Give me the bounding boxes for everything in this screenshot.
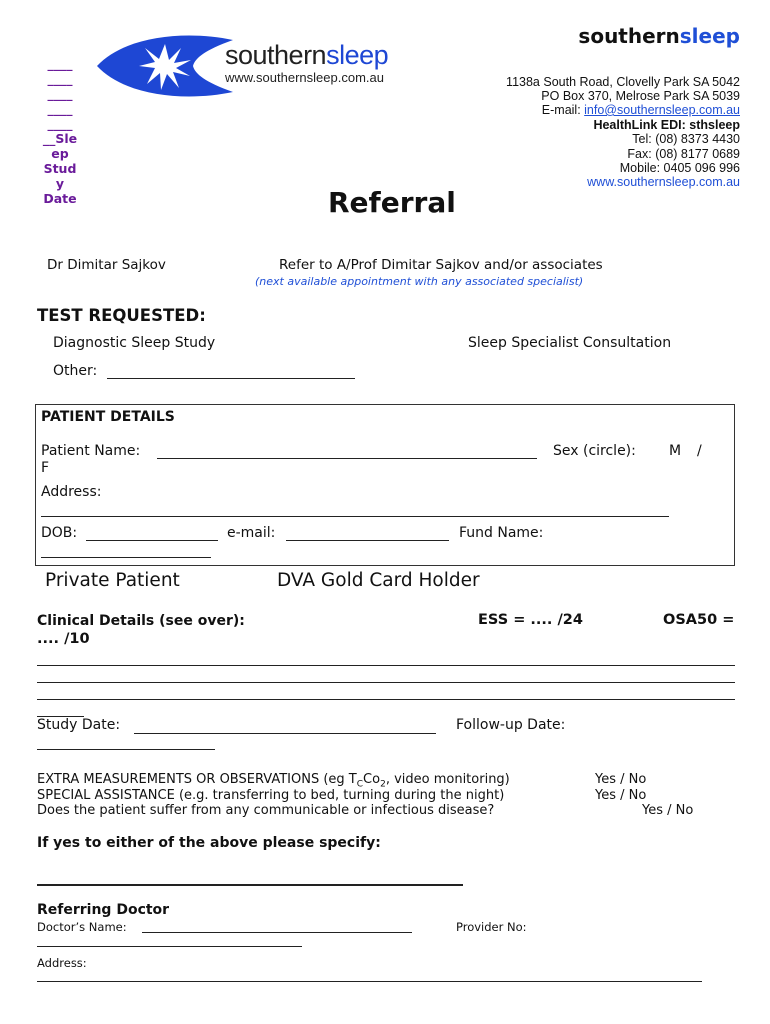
sidebar-dash: ____ (47, 116, 73, 131)
patient-details-box (35, 404, 735, 566)
followup-date-label: Follow-up Date: (456, 717, 566, 733)
refer-note: (next available appointment with any associated specialist) (255, 275, 584, 288)
doctor-name: Dr Dimitar Sajkov (47, 257, 166, 273)
sidebar-date-label: __Sle (42, 131, 78, 146)
private-patient-option[interactable]: Private Patient (45, 570, 180, 591)
fax-line: Fax: (08) 8177 0689 (627, 147, 740, 161)
extra-yes-no-2[interactable]: Yes / No (595, 788, 647, 803)
email-label: E-mail: (541, 103, 585, 117)
website-line (587, 175, 740, 189)
study-date-sidebar (40, 56, 80, 206)
osa50-score-cont: .... /10 (37, 631, 90, 647)
sex-separator: / (697, 443, 702, 459)
sex-option-m[interactable]: M (669, 443, 682, 459)
specify-label: If yes to either of the above please specify: (37, 835, 381, 851)
extra-yes-no-1[interactable]: Yes / No (595, 772, 647, 787)
sidebar-date-label: Stud (43, 161, 77, 176)
option-sleep-study[interactable]: Diagnostic Sleep Study (53, 335, 216, 351)
clinical-details-label: Clinical Details (see over): (37, 613, 245, 629)
address-field[interactable] (41, 516, 669, 517)
referring-address-label: Address: (37, 956, 87, 970)
logo-url: www.southernsleep.com.au (225, 70, 384, 85)
page-title: Referral (328, 186, 456, 219)
header-brand-part2: sleep (679, 24, 740, 48)
extra-sub-2: 2 (380, 779, 386, 790)
osa50-score: OSA50 = (663, 612, 735, 628)
communicable-disease: Does the patient suffer from any communicable or infectious disease? (37, 803, 495, 818)
address-line-2: PO Box 370, Melrose Park SA 5039 (541, 89, 740, 103)
sidebar-date-label: Date (43, 191, 77, 206)
extra-sub-c: C (356, 779, 364, 790)
clinical-line-2[interactable] (37, 682, 735, 683)
company-logo (95, 30, 425, 102)
patient-name-label: Patient Name: (41, 443, 141, 459)
sidebar-date-label: ep (51, 146, 69, 161)
eye-icon (95, 30, 235, 102)
option-specialist-consultation[interactable]: Sleep Specialist Consultation (468, 335, 672, 351)
sidebar-dash: ____ (47, 101, 73, 116)
extra-yes-no-3[interactable]: Yes / No (642, 803, 694, 818)
extra-line1-b: Co (363, 772, 381, 787)
sidebar-dash: ____ (47, 71, 73, 86)
email-line (542, 103, 740, 117)
logo-name-part2: sleep (326, 40, 389, 70)
email-field[interactable] (286, 540, 449, 541)
sidebar-date-label: y (55, 176, 65, 191)
followup-date-field[interactable] (37, 749, 215, 750)
clinical-line-1[interactable] (37, 665, 735, 666)
header-brand-part1: southern (578, 24, 680, 48)
email-label: e-mail: (227, 525, 276, 541)
provider-no-label: Provider No: (456, 920, 527, 934)
dva-gold-card-option[interactable]: DVA Gold Card Holder (277, 570, 480, 591)
fund-name-label: Fund Name: (459, 525, 544, 541)
patient-details-heading: PATIENT DETAILS (41, 409, 175, 425)
mobile-line: Mobile: 0405 096 996 (619, 161, 740, 175)
other-field[interactable] (107, 378, 355, 379)
sex-label: Sex (circle): (553, 443, 636, 459)
study-date-label: Study Date: (37, 717, 121, 733)
doctors-name-field[interactable] (142, 932, 412, 933)
email-link[interactable]: info@southernsleep.com.au (584, 103, 740, 117)
referring-doctor-heading: Referring Doctor (37, 902, 170, 918)
header-brand (578, 24, 740, 48)
fund-name-field[interactable] (41, 557, 211, 558)
sidebar-dash: ____ (47, 86, 73, 101)
specify-field[interactable] (37, 884, 463, 886)
study-date-field[interactable] (134, 733, 436, 734)
referring-address-field[interactable] (37, 981, 702, 982)
address-line-1: 1138a South Road, Clovelly Park SA 5042 (506, 75, 740, 89)
doctors-name-label: Doctor’s Name: (37, 920, 127, 934)
dob-field[interactable] (86, 540, 218, 541)
website-link[interactable]: www.southernsleep.com.au (587, 175, 740, 189)
logo-name-part1: southern (225, 40, 327, 70)
sidebar-dash: ____ (47, 56, 73, 71)
sex-option-f[interactable]: F (41, 460, 50, 476)
patient-name-field[interactable] (157, 458, 537, 459)
extra-measurements (37, 772, 510, 790)
dob-label: DOB: (41, 525, 78, 541)
clinical-line-3[interactable] (37, 699, 735, 700)
other-label: Other: (53, 363, 98, 379)
test-requested-heading: TEST REQUESTED: (37, 306, 206, 325)
logo-wordmark (225, 40, 388, 71)
ess-score: ESS = .... /24 (478, 612, 583, 628)
doctors-name-field-cont[interactable] (37, 946, 302, 947)
tel-line: Tel: (08) 8373 4430 (632, 132, 740, 146)
special-assistance: SPECIAL ASSISTANCE (e.g. transferring to bed, turning during the night) (37, 788, 505, 803)
address-label: Address: (41, 484, 102, 500)
extra-line1-a: EXTRA MEASUREMENTS OR OBSERVATIONS (eg T (37, 772, 357, 787)
refer-text: Refer to A/Prof Dimitar Sajkov and/or associates (279, 257, 603, 273)
extra-line1-c: , video monitoring) (385, 772, 510, 787)
healthlink-line: HealthLink EDI: sthsleep (593, 118, 740, 132)
